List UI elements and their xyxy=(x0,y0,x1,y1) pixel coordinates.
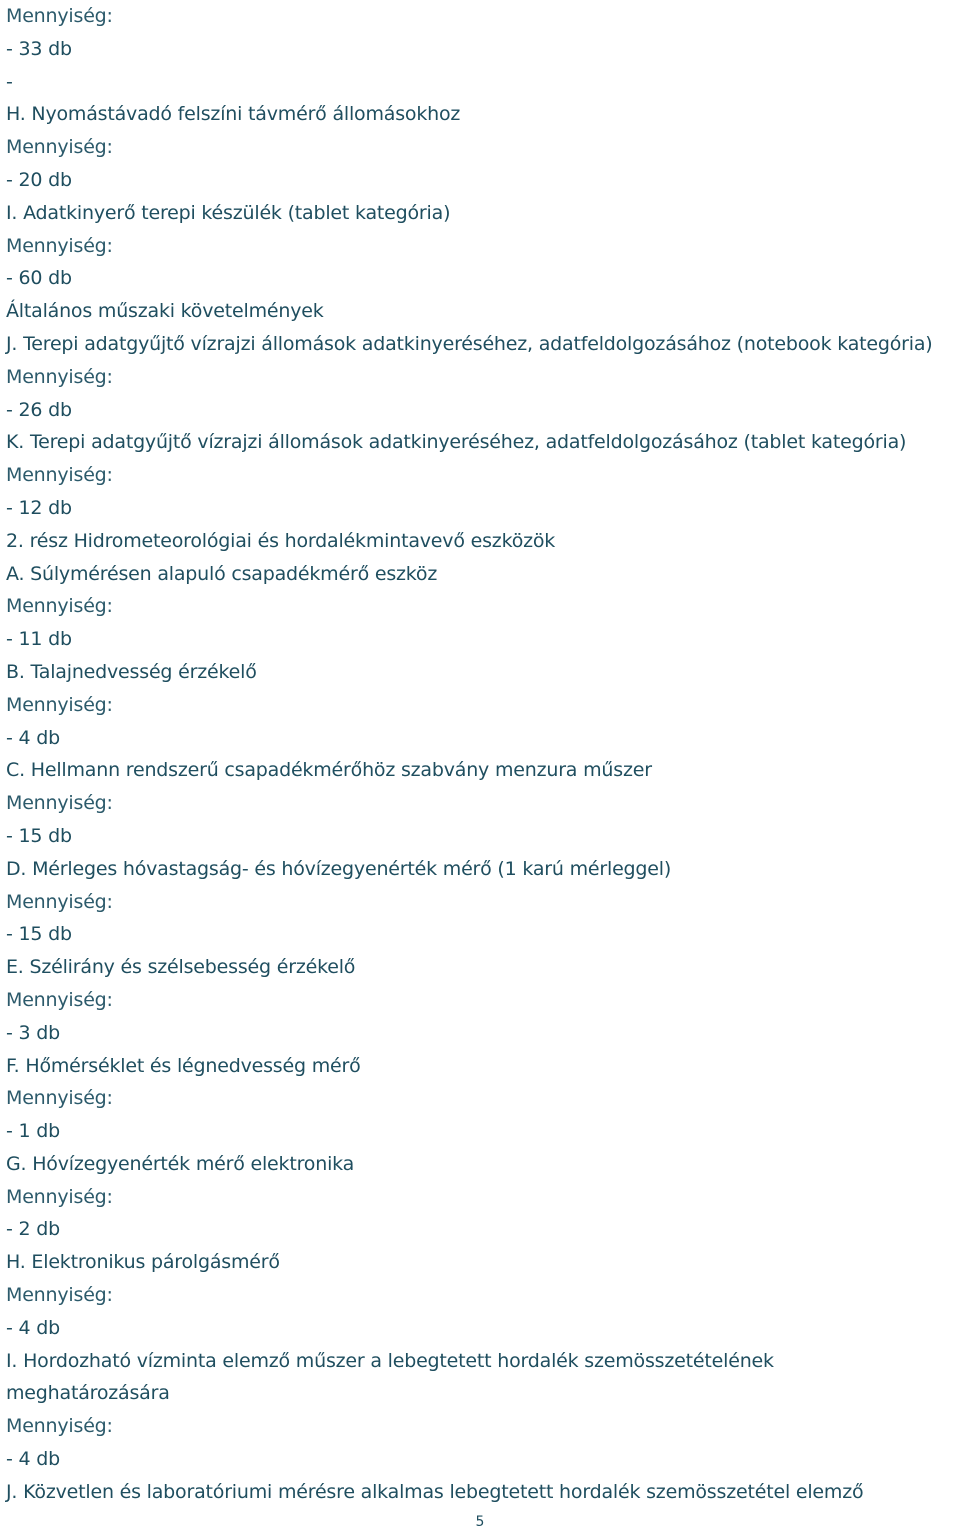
text-line: J. Közvetlen és laboratóriumi mérésre alkalmas lebegtetett hordalék szemösszetétel elemző xyxy=(6,1480,864,1503)
text-line: meghatározására xyxy=(6,1382,170,1405)
text-line: - 15 db xyxy=(6,824,72,847)
text-line: E. Szélirány és szélsebesség érzékelő xyxy=(6,956,356,979)
text-line: - 15 db xyxy=(6,923,72,946)
text-line: F. Hőmérséklet és légnedvesség mérő xyxy=(6,1054,361,1077)
document-body xyxy=(6,0,956,1509)
text-line: - 33 db xyxy=(6,37,72,60)
text-line: - 26 db xyxy=(6,398,72,421)
text-line: D. Mérleges hóvastagság- és hóvízegyenérték mérő (1 karú mérleggel) xyxy=(6,857,672,880)
text-line: H. Nyomástávadó felszíni távmérő állomásokhoz xyxy=(6,103,461,126)
text-line: - 20 db xyxy=(6,168,72,191)
text-line: - xyxy=(6,70,13,93)
text-line: A. Súlymérésen alapuló csapadékmérő eszköz xyxy=(6,562,438,585)
text-line: - 12 db xyxy=(6,496,72,519)
quantity-label: Mennyiség: xyxy=(6,1284,113,1307)
quantity-label: Mennyiség: xyxy=(6,5,113,27)
text-line: H. Elektronikus párolgásmérő xyxy=(6,1251,280,1274)
text-line: I. Hordozható vízminta elemző műszer a lebegtetett hordalék szemösszetételének xyxy=(6,1349,774,1372)
text-line: K. Terepi adatgyűjtő vízrajzi állomások adatkinyeréséhez, adatfeldolgozásához (tablet kategória) xyxy=(6,431,907,454)
quantity-label: Mennyiség: xyxy=(6,234,113,257)
text-line: - 2 db xyxy=(6,1218,60,1241)
text-line: C. Hellmann rendszerű csapadékmérőhöz szabvány menzura műszer xyxy=(6,759,652,782)
quantity-label: Mennyiség: xyxy=(6,136,113,159)
quantity-label: Mennyiség: xyxy=(6,890,113,913)
quantity-label: Mennyiség: xyxy=(6,1087,113,1110)
text-line: - 11 db xyxy=(6,628,72,651)
quantity-label: Mennyiség: xyxy=(6,365,113,388)
text-line: - 3 db xyxy=(6,1021,60,1044)
text-line: 2. rész Hidrometeorológiai és hordalékmintavevő eszközök xyxy=(6,529,556,552)
text-line: - 4 db xyxy=(6,1448,60,1471)
text-line: I. Adatkinyerő terepi készülék (tablet kategória) xyxy=(6,201,451,224)
text-line: G. Hóvízegyenérték mérő elektronika xyxy=(6,1152,355,1175)
quantity-label: Mennyiség: xyxy=(6,988,113,1011)
page-number: 5 xyxy=(475,1514,485,1530)
quantity-label: Mennyiség: xyxy=(6,595,113,618)
text-line: - 4 db xyxy=(6,1316,60,1339)
text-line: Általános műszaki követelmények xyxy=(6,300,324,323)
quantity-label: Mennyiség: xyxy=(6,464,113,487)
quantity-label: Mennyiség: xyxy=(6,1185,113,1208)
quantity-label: Mennyiség: xyxy=(6,1415,113,1438)
quantity-label: Mennyiség: xyxy=(6,792,113,815)
text-line: - 60 db xyxy=(6,267,72,290)
text-line: - 4 db xyxy=(6,726,60,749)
text-line: J. Terepi adatgyűjtő vízrajzi állomások adatkinyeréséhez, adatfeldolgozásához (notebook kategória) xyxy=(6,332,933,355)
quantity-label: Mennyiség: xyxy=(6,693,113,716)
text-line: B. Talajnedvesség érzékelő xyxy=(6,660,257,683)
text-line: - 1 db xyxy=(6,1120,60,1143)
